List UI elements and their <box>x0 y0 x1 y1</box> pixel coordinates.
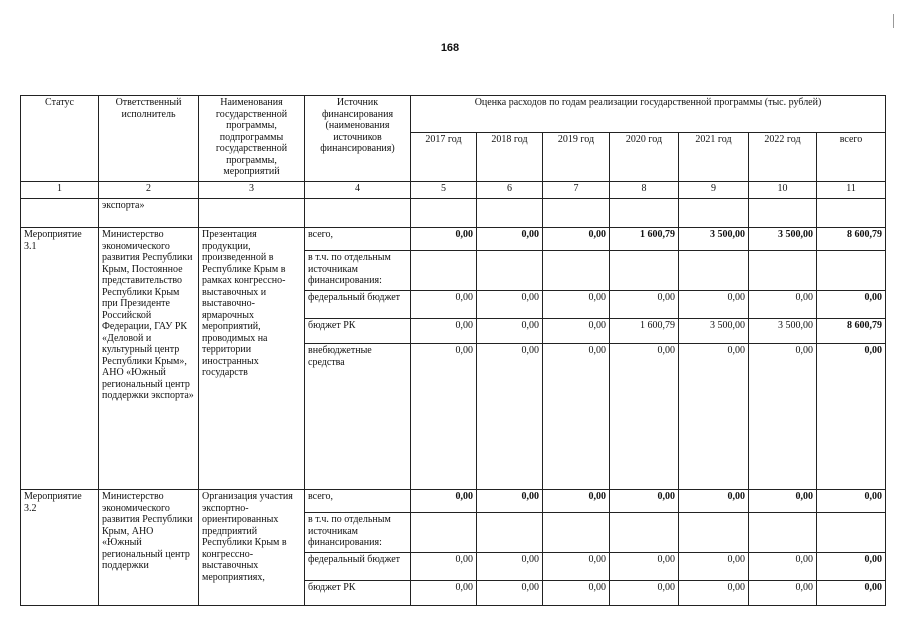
funding-source: всего, <box>305 228 411 251</box>
year-value-cell: 0,00 <box>477 319 543 344</box>
year-value-cell: 1 600,79 <box>610 228 679 251</box>
year-value-cell <box>749 251 817 291</box>
year-value-cell: 0,00 <box>411 319 477 344</box>
year-value-cell: 0,00 <box>477 581 543 606</box>
funding-source: бюджет РК <box>305 319 411 344</box>
year-value-cell <box>411 513 477 553</box>
measure-executor: Министерство экономического развития Республики Крым, Постоянное представительство Республики Крым при Президенте Российской Федерации, ГАУ РК «Деловой и культурный центр Республики Крым», АНО «Южный региональный центр поддержки экспорта» <box>99 228 199 490</box>
column-number: 7 <box>543 182 610 199</box>
year-value-cell <box>543 513 610 553</box>
measure-name: Организация участия экспортно-ориентированных предприятий Республики Крым в конгрессно-выставочных мероприятиях, <box>199 490 305 606</box>
year-value-cell <box>543 251 610 291</box>
header-year-2020: 2020 год <box>610 133 679 182</box>
column-number-row <box>21 182 886 199</box>
funding-source: в т.ч. по отдельным источникам финансирования: <box>305 513 411 553</box>
year-value-cell: 0,00 <box>411 228 477 251</box>
total-value-cell: 0,00 <box>817 291 886 319</box>
year-value-cell <box>749 513 817 553</box>
column-number: 10 <box>749 182 817 199</box>
year-value-cell: 3 500,00 <box>679 319 749 344</box>
funding-source: федеральный бюджет <box>305 553 411 581</box>
year-value-cell: 0,00 <box>679 344 749 490</box>
continued-executor: экспорта» <box>99 199 199 228</box>
page-number: 168 <box>440 42 460 54</box>
header-status: Статус <box>21 96 99 182</box>
year-value-cell: 0,00 <box>477 344 543 490</box>
column-number: 3 <box>199 182 305 199</box>
header-names: Наименования государственной программы, подпрограммы государственной программы, мероприятий <box>199 96 305 182</box>
year-value-cell: 0,00 <box>543 291 610 319</box>
year-value-cell: 0,00 <box>543 344 610 490</box>
year-value-cell: 0,00 <box>543 553 610 581</box>
year-value-cell: 0,00 <box>411 490 477 513</box>
column-number: 11 <box>817 182 886 199</box>
measure-name: Презентация продукции, произведенной в Республике Крым в рамках конгрессно-выставочных и выставочно-ярмарочных мероприятий, проводимых на территории иностранных государств <box>199 228 305 490</box>
column-number: 8 <box>610 182 679 199</box>
year-value-cell: 0,00 <box>679 490 749 513</box>
year-value-cell <box>610 251 679 291</box>
column-number: 1 <box>21 182 99 199</box>
year-value-cell: 0,00 <box>679 291 749 319</box>
year-value-cell: 0,00 <box>679 553 749 581</box>
year-value-cell: 0,00 <box>679 581 749 606</box>
header-year-2022: 2022 год <box>749 133 817 182</box>
year-value-cell: 3 500,00 <box>679 228 749 251</box>
measure-status: Мероприятие 3.1 <box>21 228 99 490</box>
column-number: 2 <box>99 182 199 199</box>
total-value-cell: 8 600,79 <box>817 228 886 251</box>
year-value-cell: 0,00 <box>543 490 610 513</box>
year-value-cell: 0,00 <box>749 344 817 490</box>
total-value-cell: 0,00 <box>817 490 886 513</box>
table-row <box>21 490 886 513</box>
year-value-cell: 0,00 <box>610 344 679 490</box>
funding-source: всего, <box>305 490 411 513</box>
funding-source: внебюджетные средства <box>305 344 411 490</box>
year-value-cell: 0,00 <box>411 344 477 490</box>
header-year-2021: 2021 год <box>679 133 749 182</box>
funding-source: федеральный бюджет <box>305 291 411 319</box>
measure-status: Мероприятие 3.2 <box>21 490 99 606</box>
year-value-cell: 3 500,00 <box>749 319 817 344</box>
column-number: 4 <box>305 182 411 199</box>
year-value-cell <box>610 513 679 553</box>
total-value-cell: 0,00 <box>817 553 886 581</box>
header-total: всего <box>817 133 886 182</box>
funding-source: бюджет РК <box>305 581 411 606</box>
total-value-cell: 0,00 <box>817 344 886 490</box>
header-source: Источник финансирования (наименования источников финансирования) <box>305 96 411 182</box>
year-value-cell <box>411 251 477 291</box>
year-value-cell: 0,00 <box>610 291 679 319</box>
year-value-cell <box>477 513 543 553</box>
year-value-cell: 0,00 <box>543 581 610 606</box>
year-value-cell: 0,00 <box>749 490 817 513</box>
measures-body <box>21 228 886 606</box>
year-value-cell <box>477 251 543 291</box>
measure-executor: Министерство экономического развития Республики Крым, АНО «Южный региональный центр поддержки <box>99 490 199 606</box>
header-year-2018: 2018 год <box>477 133 543 182</box>
budget-table <box>20 95 886 606</box>
column-number: 6 <box>477 182 543 199</box>
year-value-cell <box>679 251 749 291</box>
year-value-cell: 0,00 <box>411 291 477 319</box>
year-value-cell <box>679 513 749 553</box>
total-value-cell <box>817 513 886 553</box>
year-value-cell: 0,00 <box>411 581 477 606</box>
table-row <box>21 228 886 251</box>
header-year-2019: 2019 год <box>543 133 610 182</box>
year-value-cell: 0,00 <box>543 319 610 344</box>
year-value-cell: 1 600,79 <box>610 319 679 344</box>
total-value-cell: 8 600,79 <box>817 319 886 344</box>
year-value-cell: 0,00 <box>749 581 817 606</box>
year-value-cell: 0,00 <box>477 553 543 581</box>
year-value-cell: 0,00 <box>477 291 543 319</box>
scan-edge-mark <box>893 14 896 28</box>
continuation-row <box>21 199 886 228</box>
year-value-cell: 0,00 <box>610 490 679 513</box>
year-value-cell: 0,00 <box>411 553 477 581</box>
total-value-cell: 0,00 <box>817 581 886 606</box>
year-value-cell: 0,00 <box>610 553 679 581</box>
year-value-cell: 0,00 <box>477 228 543 251</box>
header-estimate: Оценка расходов по годам реализации государственной программы (тыс. рублей) <box>411 96 886 133</box>
year-value-cell: 0,00 <box>749 291 817 319</box>
header-executor: Ответственный исполнитель <box>99 96 199 182</box>
year-value-cell: 0,00 <box>610 581 679 606</box>
year-value-cell: 0,00 <box>543 228 610 251</box>
column-number: 5 <box>411 182 477 199</box>
year-value-cell: 0,00 <box>749 553 817 581</box>
total-value-cell <box>817 251 886 291</box>
column-number: 9 <box>679 182 749 199</box>
header-year-2017: 2017 год <box>411 133 477 182</box>
year-value-cell: 3 500,00 <box>749 228 817 251</box>
funding-source: в т.ч. по отдельным источникам финансирования: <box>305 251 411 291</box>
year-value-cell: 0,00 <box>477 490 543 513</box>
